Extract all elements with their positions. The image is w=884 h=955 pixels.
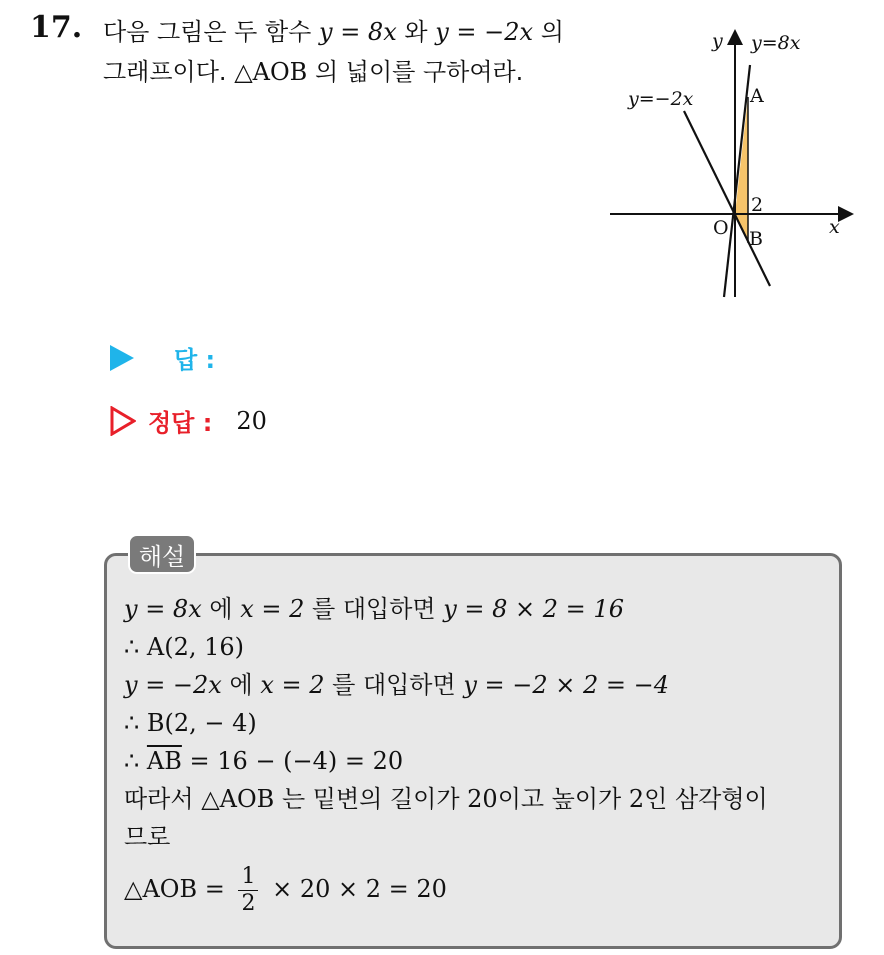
solution-line: 므로 [124,823,171,851]
fraction-numerator: 1 [241,864,256,889]
sol-triangle: △AOB = [124,875,225,903]
sol-number: 20 [467,785,498,813]
line1-label: y=8x [751,32,801,54]
fraction-one-half [238,864,258,917]
sol-text: 이고 높이가 [497,785,622,813]
sol-result: y = 8 × 2 = 16 [443,595,624,623]
question-number: 17. [30,10,83,45]
y-axis-label: y [712,30,723,52]
outline-triangle-icon [110,406,136,436]
q-func-1: y = 8x [319,18,397,46]
q-text-1c: 의 [540,18,564,46]
sol-eq: y = −2x [124,671,222,699]
sol-text: 에 [229,671,253,699]
sol-result: = 16 − (−4) = 20 [189,747,404,775]
point-b-label: B [749,228,763,250]
therefore-symbol: ∴ [124,747,140,775]
sol-text: 에 [209,595,233,623]
sol-triangle: △AOB [201,785,275,813]
q-text-2b: 의 넓이를 구하여라. [314,58,524,86]
x-axis-label: x [829,216,840,238]
sol-text: 를 대입하면 [312,595,436,623]
function-graph [600,25,870,315]
q-text-1a: 다음 그림은 두 함수 [103,18,312,46]
correct-answer-row [110,403,267,438]
play-triangle-icon [110,345,134,371]
sol-sub: x = 2 [260,671,325,699]
q-text-1b: 와 [404,18,428,46]
solution-line [124,666,768,704]
solution-line [124,590,768,628]
sol-sub: x = 2 [240,595,305,623]
solution-line: ∴ B(2, − 4) [124,709,257,737]
sol-text: 인 삼각형이 [644,785,768,813]
answer-label: 답 : [174,346,216,374]
q-text-2a: 그래프이다. [103,58,227,86]
q-triangle: △AOB [234,58,308,86]
solution-line: ∴ A(2, 16) [124,633,245,661]
correct-answer-label: 정답 : [148,409,213,437]
fraction-denominator: 2 [241,891,256,916]
x-mark-label: 2 [751,194,764,216]
line2-label: y=−2x [628,88,694,110]
sol-text: 따라서 [124,785,194,813]
sol-number: 2 [628,785,645,813]
correct-answer-value: 20 [236,406,267,435]
answer-row [110,340,215,375]
solution-content [124,590,768,917]
solution-line [124,864,768,917]
sol-result: × 20 × 2 = 20 [272,875,447,903]
solution-tab: 해설 [128,534,196,574]
sol-eq: y = 8x [124,595,202,623]
sol-text: 를 대입하면 [332,671,456,699]
sol-result: y = −2 × 2 = −4 [463,671,670,699]
q-func-2: y = −2x [435,18,534,46]
sol-text: 는 밑변의 길이가 [281,785,460,813]
point-a-label: A [750,85,764,107]
segment-ab-text: $\overline{AB}$ [146,747,182,775]
origin-label: O [713,217,729,239]
solution-line [124,780,768,818]
solution-line [124,742,768,780]
question-text [103,12,564,92]
